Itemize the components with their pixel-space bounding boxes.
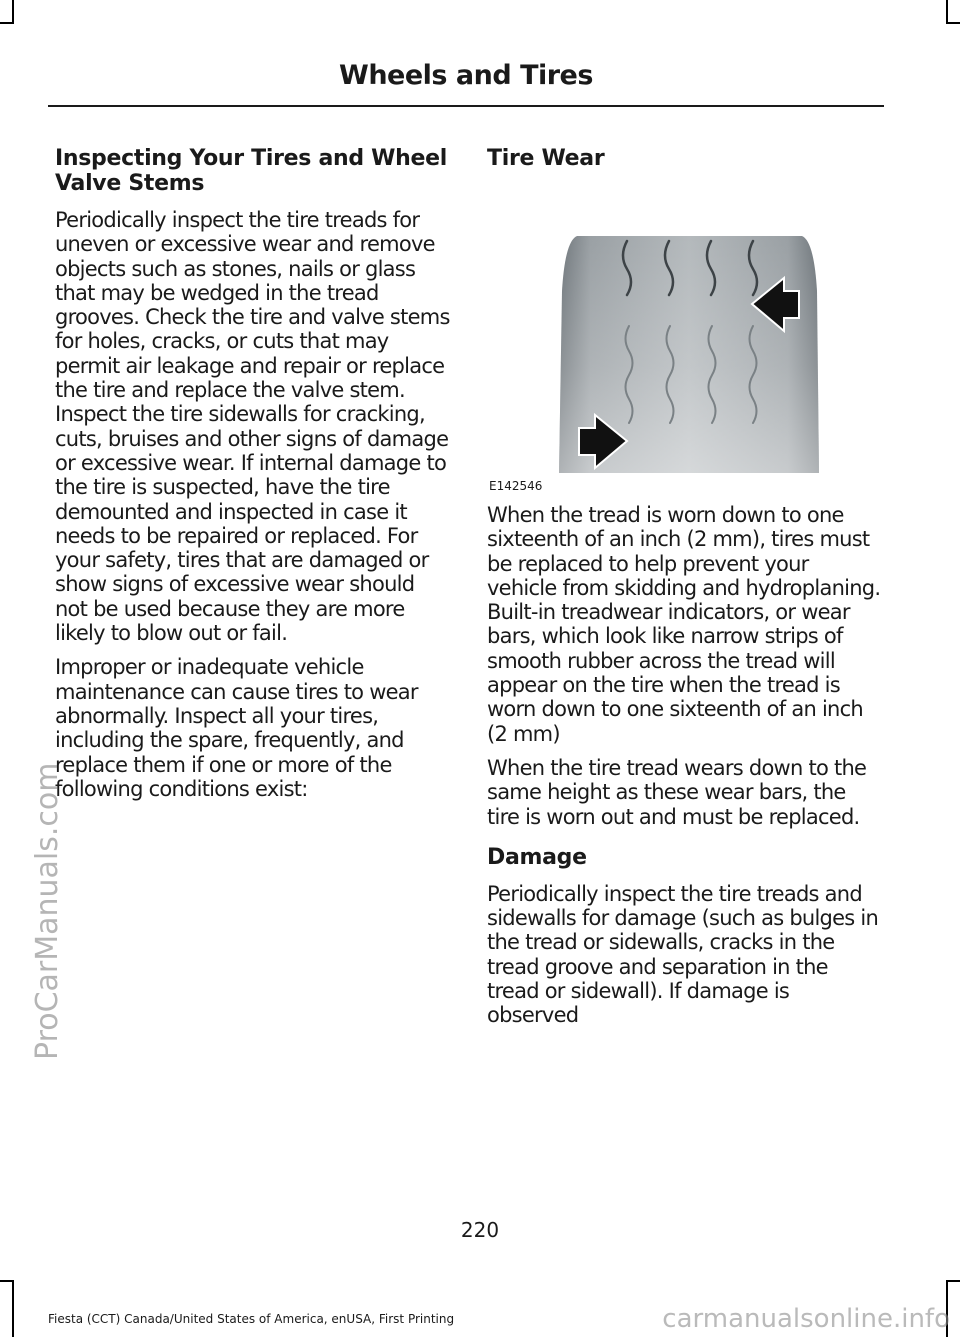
- crop-mark: [12, 1280, 14, 1337]
- tire-tread-figure: [487, 181, 882, 493]
- crop-mark: [946, 0, 948, 22]
- crop-mark: [0, 1280, 14, 1282]
- left-column: [55, 146, 450, 811]
- watermark-bottom: carmanualsonline.info: [662, 1304, 950, 1334]
- paragraph-maintenance: Improper or inadequate vehicle maintenance can cause tires to wear abnormally. Inspect all your tires, including the spare, frequently, and replace them if one or more of the following conditions exist:: [55, 655, 418, 801]
- crop-mark: [0, 22, 14, 24]
- paragraph-tire-wear: When the tread is worn down to one sixteenth of an inch (2 mm), tires must be replaced to help prevent your vehicle from skidding and hydroplaning. Built-in treadwear indicators, or wear bars, which look like narrow strips of smooth rubber across the tread will appear on the tire when the tread is worn down to one sixteenth of an inch (2 mm): [487, 503, 881, 746]
- page-number: 220: [460, 1218, 500, 1242]
- crop-mark: [946, 1280, 960, 1282]
- footer-text: Fiesta (CCT) Canada/United States of America, enUSA, First Printing: [48, 1312, 455, 1326]
- tire-tread-illustration: [487, 181, 882, 481]
- paragraph-damage: Periodically inspect the tire treads and sidewalls for damage (such as bulges in the tread or sidewalls, cracks in the tread groove and separation in the tread or sidewall). If damage is observed: [487, 881, 879, 1028]
- section-heading-damage: Damage: [487, 844, 587, 870]
- section-heading-tire-wear: Tire Wear: [487, 146, 605, 171]
- crop-mark: [946, 22, 960, 24]
- header-divider: [48, 105, 884, 107]
- figure-id: E142546: [489, 479, 543, 493]
- section-heading-inspecting: Inspecting Your Tires and Wheel Valve Stems: [55, 146, 447, 196]
- watermark-side: ProCarManuals.com: [30, 762, 65, 1060]
- page-title: Wheels and Tires: [339, 60, 593, 91]
- paragraph-inspection: Periodically inspect the tire treads for uneven or excessive wear and remove objects such as stones, nails or glass that may be wedged in the tread grooves. Check the tire and valve stems for holes, cracks, or cuts that may permit air leakage and repair or replace the tire and replace the valve stem. Inspect the tire sidewalls for cracking, cuts, bruises and other signs of damage or excessive wear. If internal damage to the tire is suspected, have the tire demounted and inspected in case it needs to be repaired or replaced. For your safety, tires that are damaged or show signs of excessive wear should not be used because they are more likely to blow out or fail.: [55, 208, 450, 646]
- crop-mark: [12, 0, 14, 22]
- paragraph-wear-bars: When the tire tread wears down to the same height as these wear bars, the tire is worn out and must be replaced.: [487, 755, 867, 829]
- right-column: [487, 146, 882, 1038]
